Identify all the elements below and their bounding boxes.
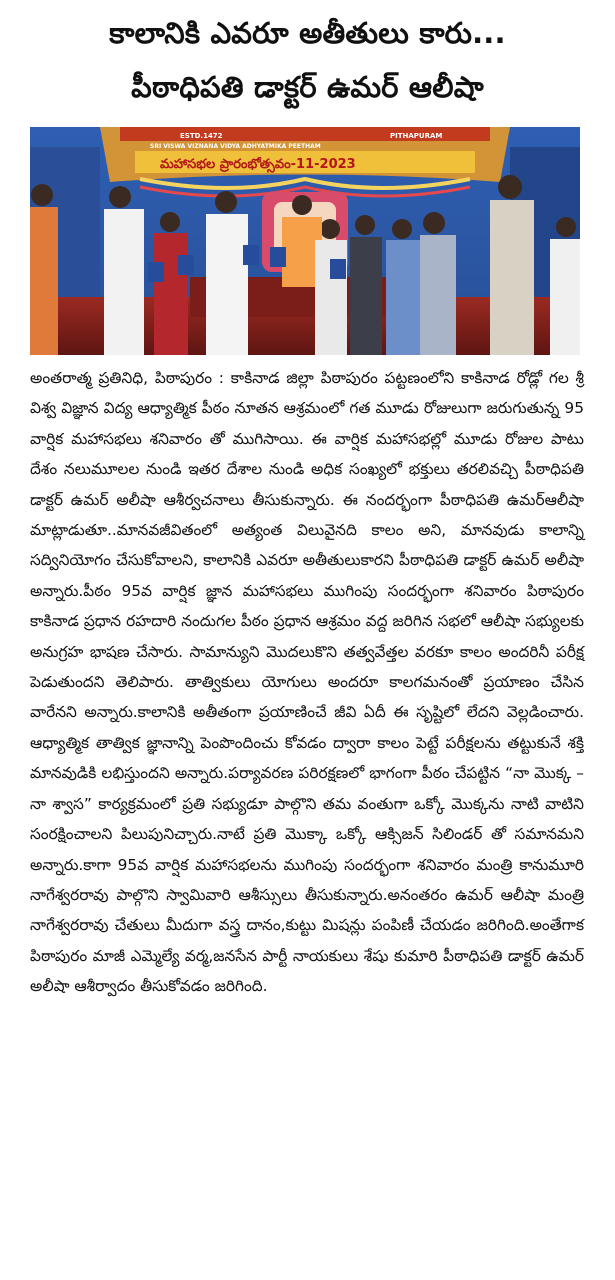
banner-event: మహాసభల ప్రారంభోత్సవం-11-2023 bbox=[160, 157, 356, 172]
event-photo-illustration bbox=[30, 127, 580, 355]
headline bbox=[0, 6, 615, 114]
banner-estd: ESTD.1472 bbox=[180, 132, 223, 140]
article-paragraph: అంతరాత్మ ప్రతినిధి, పిఠాపురం : కాకినాడ జిల్లా పిఠాపురం పట్టణంలోని కాకినాడ రోడ్లో గల శ్రీ విశ్వ విజ్ఞాన విద్య ఆధ్యాత్మిక పీఠం నూతన ఆశ్రమంలో గత మూడు రోజులుగా జరుగుతున్న 95 వార్షిక మహాసభలు శనివారం తో ముగిసాయి. ఈ వార్షిక మహాసభల్లో మూడు రోజుల పాటు దేశం నలుమూలల నుండి ఇతర దేశాల నుండి అధిక సంఖ్యలో భక్తులు తరలివచ్చి పీఠాధిపతి డాక్టర్ ఉమర్ అలీషా ఆశీర్వచనాలు తీసుకున్నారు. ఈ నందర్భంగా పీఠాధిపతి ఉమర్ఆలీషా మాట్లాడుతూ..మానవజీవితంలో అత్యంత విలువైనది కాలం అని, మానవుడు కాలాన్ని సద్వినియోగం చేసుకోవాలని, కాలానికి ఎవరూ అతీతులుకారని పీఠాధిపతి డాక్టర్ ఉమర్ అలీషా అన్నారు.పీఠం 95వ వార్షిక జ్ఞాన మహాసభలు ముగింపు సందర్భంగా శనివారం పిఠాపురం కాకినాడ ప్రధాన రహదారి నందుగల పీఠం ప్రధాన ఆశ్రమం వద్ద జరిగిన సభలో ఆలీషా సభ్యులకు అనుగ్రహ భాషణ చేసారు. సామాన్యుని మొదలుకొని తత్వవేత్తల వరకూ కాలం అందరినీ పరీక్ష పెడుతుందని తెలిపారు. తాత్వికులు యోగులు అందరూ కాలగమనంతో ప్రయాణం చేసిన వారేనని అన్నారు.కాలానికి అతీతంగా ప్రయాణించే జీవి ఏదీ ఈ సృష్టిలో లేదని వెల్లడించారు. ఆధ్యాత్మిక తాత్విక జ్ఞానాన్ని పెంపొందించు కోవడం ద్వారా కాలం పెట్టే పరీక్షలను తట్టుకునే శక్తి మానవుడికి లభిస్తుందని అన్నారు.పర్యావరణ పరిరక్షణలో భాగంగా పీఠం చేపట్టిన “నా మొక్క – నా శ్వాస” కార్యక్రమంలో ప్రతి సభ్యుడూ పాల్గొని తమ వంతుగా ఒక్కో మొక్కను నాటి వాటిని సంరక్షించాలని పిలుపునిచ్చారు.నాటే ప్రతి మొక్కా ఒక్కో ఆక్సిజన్ సిలిండర్ తో సమానమని అన్నారు.కాగా 95వ వార్షిక మహాసభలను ముగింపు సందర్భంగా శనివారం మంత్రి కానుమూరి నాగేశ్వరరావు పాల్గొని స్వామివారి ఆశీస్సులు తీసుకున్నారు.అనంతరం ఉమర్ ఆలీషా మంత్రి నాగేశ్వరరావు చేతులు మీదుగా వస్త్ర దానం,కుట్టు మిషన్లు పంపిణీ చేయడం జరిగింది.అంతేగాక పిఠాపురం మాజీ ఎమ్మెల్యే వర్మ,జనసేన పార్టీ నాయకులు శేషు కుమారి పీఠాధిపతి డాక్టర్ ఉమర్ అలీషా ఆశీర్వాదం తీసుకోవడం జరిగింది. bbox=[30, 369, 584, 996]
article-body bbox=[30, 363, 584, 1002]
headline-line-1: కాలానికి ఎవరూ అతీతులు కారు... bbox=[109, 16, 506, 50]
headline-line-2: పీఠాధిపతి డాక్టర్ ఉమర్ ఆలీషా bbox=[131, 70, 484, 104]
banner-place: PITHAPURAM bbox=[390, 132, 443, 140]
banner-name: SRI VISWA VIZNANA VIDYA ADHYATMIKA PEETHAM bbox=[150, 143, 321, 150]
news-photo bbox=[30, 127, 580, 355]
